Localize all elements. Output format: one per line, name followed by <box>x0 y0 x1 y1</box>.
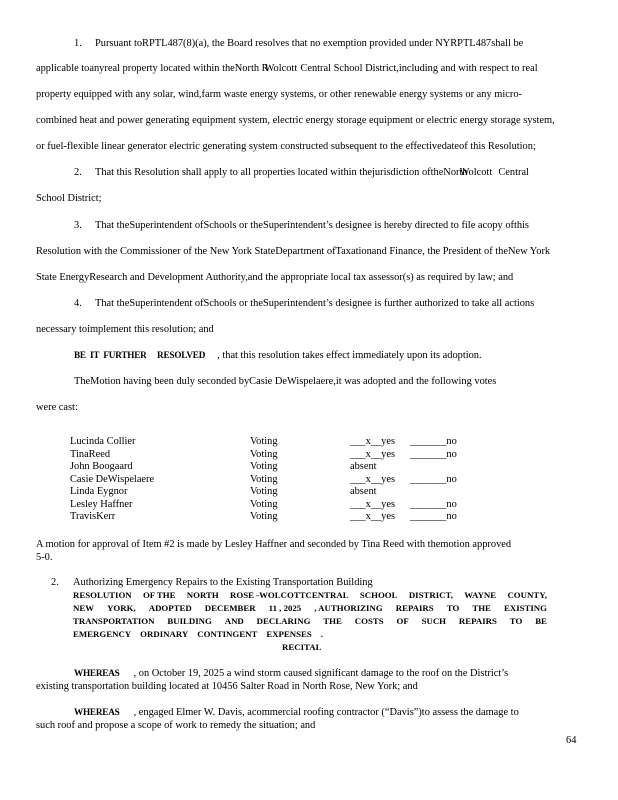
heading-word: 11 , 2025 <box>268 603 302 613</box>
heading-word: BE <box>535 616 547 626</box>
heading-word: . <box>320 629 323 639</box>
vote-no: _______no <box>410 498 457 510</box>
heading-word: ADOPTED <box>148 603 192 613</box>
item-number: 2. <box>51 577 59 588</box>
overlapping-text: Wolcott <box>264 63 298 74</box>
paragraph-text: That theSuperintendent ofSchools or theSuperintendent’s designee is further authorized to take all actions <box>95 298 535 309</box>
heading-word: THE <box>323 616 342 626</box>
paragraph-number: 4. <box>74 298 82 309</box>
resolution-heading-line <box>73 616 547 626</box>
heading-word: COUNTY, <box>507 590 547 600</box>
vote-label: Voting <box>250 498 278 510</box>
whereas-heading: WHEREAS <box>74 707 120 717</box>
vote-label: Voting <box>250 448 278 460</box>
heading-word: DECLARING <box>256 616 311 626</box>
vote-label: Voting <box>250 436 278 447</box>
paragraph-text: State EnergyResearch and Development Authority,and the appropriate local tax assessor(s) as required by law; and <box>36 272 514 283</box>
paragraph-text: School District; <box>36 193 102 204</box>
heading-word: TO <box>509 616 523 626</box>
recital-heading: RECITAL <box>282 642 322 652</box>
voter-name: TravisKerr <box>70 511 116 522</box>
overlapping-text: Wolcott <box>459 167 493 178</box>
heading-word: DECEMBER <box>204 603 256 613</box>
heading-word: ORDINARY <box>140 629 189 639</box>
heading-word: CONTINGENT <box>197 629 258 639</box>
vote-no: _______no <box>410 511 457 522</box>
heading-word: TO <box>446 603 460 613</box>
heading-word: NEW <box>73 603 95 613</box>
vote-yes: ___x__yes <box>350 511 396 522</box>
heading-word: YORK, <box>107 603 136 613</box>
heading-word: RESOLUTION <box>73 590 132 600</box>
paragraph-text: combined heat and power generating equipment system, electric energy storage equipment or electric energy storage system, <box>36 115 555 126</box>
heading-word: TRANSPORTATION <box>73 616 155 626</box>
vote-yes: ___x__yes <box>350 473 396 485</box>
vote-label: Voting <box>250 461 278 472</box>
heading-word: EXISTING <box>503 603 547 613</box>
resolution-heading-line <box>73 603 547 613</box>
heading-word: NORTH <box>186 590 219 600</box>
voter-name: Linda Eygnor <box>70 486 128 497</box>
voter-name: Casie DeWispelaere <box>70 473 155 485</box>
approval-text: A motion for approval of Item #2 is made by Lesley Haffner and seconded by Tina Reed with themotion approved <box>36 539 512 550</box>
motion-text: were cast: <box>36 402 78 413</box>
heading-word: EMERGENCY <box>73 629 132 639</box>
vote-label: Voting <box>250 486 278 497</box>
item-title: Authorizing Emergency Repairs to the Existing Transportation Building <box>73 577 373 588</box>
paragraph-text: property equipped with any solar, wind,farm waste energy systems, or other renewable energy systems or any micro- <box>36 89 522 100</box>
whereas-text: existing transportation building located at 10456 Salter Road in North Rose, New York; and <box>36 681 418 692</box>
paragraph-number: 1. <box>74 38 82 49</box>
whereas-text: such roof and propose a scope of work to remedy the situation; and <box>36 720 316 731</box>
vote-absent: absent <box>350 461 377 472</box>
paragraph-text: applicable toanyreal property located within theNorth R Wolcott Central School District,including and with respect to real <box>36 63 538 74</box>
paragraph-text: That theSuperintendent ofSchools or theSuperintendent’s designee is hereby directed to file acopy ofthis <box>95 220 529 231</box>
heading-word: REPAIRS <box>395 603 434 613</box>
vote-no: _______no <box>410 448 457 460</box>
resolved-heading: BE IT FURTHER RESOLVED <box>74 350 206 360</box>
whereas-heading: WHEREAS <box>74 668 120 678</box>
heading-word: OF <box>396 616 409 626</box>
heading-word: AND <box>224 616 244 626</box>
vote-yes: ___x__yes <box>350 498 396 510</box>
voter-name: John Boogaard <box>70 461 133 472</box>
heading-word: OF THE <box>142 590 176 600</box>
heading-word: BUILDING <box>167 616 212 626</box>
vote-label: Voting <box>250 511 278 522</box>
resolution-heading-line <box>73 590 547 600</box>
paragraph-text: Pursuant toRPTL487(8)(a), the Board resolves that no exemption provided under NYRPTL487shall be <box>95 38 524 49</box>
paragraph-number: 3. <box>74 220 82 231</box>
heading-word: EXPENSES <box>266 629 312 639</box>
heading-word: DISTRICT, <box>408 590 453 600</box>
resolved-clause: BE IT FURTHER RESOLVED , that this resolution takes effect immediately upon its adoption. <box>74 350 482 361</box>
vote-no: _______no <box>410 473 457 485</box>
vote-yes: ___x__yes <box>350 448 396 460</box>
approval-text: 5-0. <box>36 552 53 563</box>
heading-word: THE <box>472 603 491 613</box>
voter-name: Lucinda Collier <box>70 436 136 447</box>
heading-word: , AUTHORIZING <box>314 603 383 613</box>
document-page: 1. Pursuant toRPTL487(8)(a), the Board resolves that no exemption provided under NYRPTL487shall be applicable toanyreal property located within theNorth R Wolcott Central School District,including and with respect to real property equipped with any solar, wind,farm waste energy systems, or other renewable energy systems or any micro- combined heat and power generating equipment system, electric energy storage equipment or electric energy storage system, or fuel-flexible linear generator electric generating system constructed subsequent to the effectivedateof this Resolution; 2. That this Resolution shall apply to all properties located within thejurisdiction oftheNorth Wolcott Central School District; 3. That theSuperintendent ofSchools or theSuperintendent’s designee is hereby directed to file acopy ofthis Resolution with the Commissioner of the New York StateDepartment ofTaxationand Finance, the President of theNew York State EnergyResearch and Development Authority,and the appropriate local tax assessor(s) as required by law; and 4. That theSuperintendent ofSchools or theSuperintendent’s designee is further authorized to take all actions necessary toimplement this resolution; and BE IT FURTHER RESOLVED , that this resolution takes effect immediately upon its adoption. TheMotion having been duly seconded byCasie DeWispelaere,it was adopted and the following votes were cast: Lucinda Collier Voting ___x__yes _______no TinaReed Voting ___x__yes _______no John Boogaard Voting absent Casie DeWispelaere Voting ___x__yes _______no Linda Eygnor Voting absent Lesley Haffner Voting ___x__yes _______no TravisKerr Voting ___x__yes _______no A motion for approval of Item #2 is made by Lesley Haffner and seconded by Tina Reed with themotion approved 5-0. 2. Authorizing Emergency Repairs to the Existing Transportation Building RESOLUTION OF THE NORTH ROSE -WOLCOTTCENTRAL SCHOOL DISTRICT, WAYNE COUNTY, NEW YORK, ADOPTED DECEMBER 11 , 2025 , AUTHORIZING REPAIRS TO THE EXISTING TRANSPORTATION BUILDING AND DECLARING THE COSTS OF SUCH REPAIRS TO BE EMERGENCY ORDINARY CONTINGENT EXPENSES . RECITAL WHEREAS , on October 19, 2025 a wind storm caused significant damage to the roof on the District’s existing transportation building located at 10456 Salter Road in North Rose, New York; and WHEREAS , engaged Elmer W. Davis, acommercial roofing contractor (“Davis”)to assess the damage to such roof and propose a scope of work to remedy the situation; and 64 <box>36 38 577 746</box>
page-number: 64 <box>566 735 577 746</box>
motion-text: TheMotion having been duly seconded byCasie DeWispelaere,it was adopted and the following votes <box>74 376 497 387</box>
voter-name: Lesley Haffner <box>70 498 133 510</box>
voter-name: TinaReed <box>70 448 111 460</box>
paragraph-text: Resolution with the Commissioner of the New York StateDepartment ofTaxationand Finance, the President of theNew York <box>36 246 551 257</box>
vote-yes: ___x__yes <box>350 436 396 447</box>
vote-label: Voting <box>250 473 278 485</box>
paragraph-number: 2. <box>74 167 82 178</box>
heading-word: WAYNE <box>464 590 497 600</box>
paragraph-text: or fuel-flexible linear generator electric generating system constructed subsequent to the effectivedateof this Resolution; <box>36 141 536 152</box>
paragraph-text: That this Resolution shall apply to all properties located within thejurisdiction oftheNorth Wolcott Central <box>95 167 529 178</box>
heading-word: ROSE -WOLCOTTCENTRAL <box>230 590 349 600</box>
heading-word: REPAIRS <box>458 616 497 626</box>
heading-word: SUCH <box>421 616 447 626</box>
paragraph-text: necessary toimplement this resolution; and <box>36 324 214 335</box>
heading-word: COSTS <box>354 616 384 626</box>
vote-no: _______no <box>410 436 457 447</box>
heading-word: SCHOOL <box>359 590 398 600</box>
vote-absent: absent <box>350 486 377 497</box>
resolution-heading-line <box>73 629 323 639</box>
